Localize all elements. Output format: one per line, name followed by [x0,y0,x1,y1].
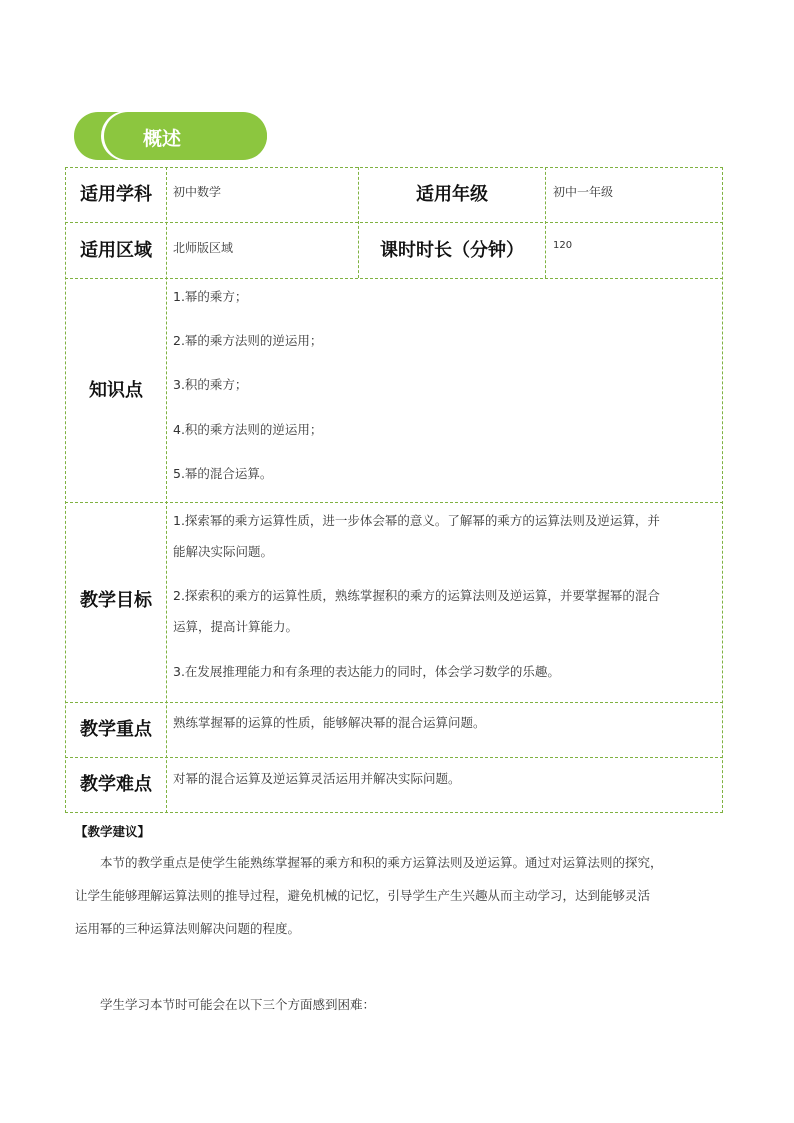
duration-label: 课时时长（分钟） [380,240,524,261]
knowledge-point-item: 5.幂的混合运算。 [173,466,273,481]
grade-label: 适用年级 [416,184,488,205]
goal-line: 1.探索幂的乘方运算性质，进一步体会幂的意义。了解幂的乘方的运算法则及逆运算，并 [173,513,660,528]
teaching-advice-heading: 【教学建议】 [75,824,151,839]
subject-label: 适用学科 [80,184,152,205]
table-divider [65,502,723,503]
advice-difficulty-intro: 学生学习本节时可能会在以下三个方面感到困难： [100,997,376,1012]
advice-line: 运用幂的三种运算法则解决问题的程度。 [75,921,301,936]
knowledge-point-item: 3.积的乘方； [173,377,248,392]
region-label: 适用区域 [80,240,152,261]
section-tab-title: 概述 [143,128,182,150]
table-divider [65,757,723,758]
knowledge-point-item: 2.幂的乘方法则的逆运用； [173,333,323,348]
section-tab-inner [104,112,267,160]
table-divider [65,702,723,703]
duration-value: 120 [553,240,573,251]
difficulty-label: 教学难点 [80,774,152,795]
focus-label: 教学重点 [80,719,152,740]
difficulty-value: 对幂的混合运算及逆运算灵活运用并解决实际问题。 [173,771,461,786]
region-value: 北师版区域 [173,241,234,255]
table-divider [545,167,546,278]
table-divider [358,167,359,278]
table-divider [65,222,723,223]
table-divider [65,278,723,279]
focus-value: 熟练掌握幂的运算的性质，能够解决幂的混合运算问题。 [173,715,486,730]
goal-line: 能解决实际问题。 [173,544,274,559]
subject-value: 初中数学 [173,185,222,199]
knowledge-point-item: 4.积的乘方法则的逆运用； [173,422,323,437]
goal-line: 3.在发展推理能力和有条理的表达能力的同时，体会学习数学的乐趣。 [173,664,560,679]
advice-line: 让学生能够理解运算法则的推导过程，避免机械的记忆，引导学生产生兴趣从而主动学习，达到能够灵活 [75,888,651,903]
knowledge-point-item: 1.幂的乘方； [173,289,248,304]
advice-line: 本节的教学重点是使学生能熟练掌握幂的乘方和积的乘方运算法则及逆运算。通过对运算法则的探究， [100,855,663,870]
table-divider [166,167,167,813]
goals-label: 教学目标 [80,590,152,611]
knowledge-label: 知识点 [89,380,143,401]
grade-value: 初中一年级 [553,185,614,199]
goal-line: 运算，提高计算能力。 [173,619,299,634]
goal-line: 2.探索积的乘方的运算性质，熟练掌握积的乘方的运算法则及逆运算，并要掌握幂的混合 [173,588,660,603]
